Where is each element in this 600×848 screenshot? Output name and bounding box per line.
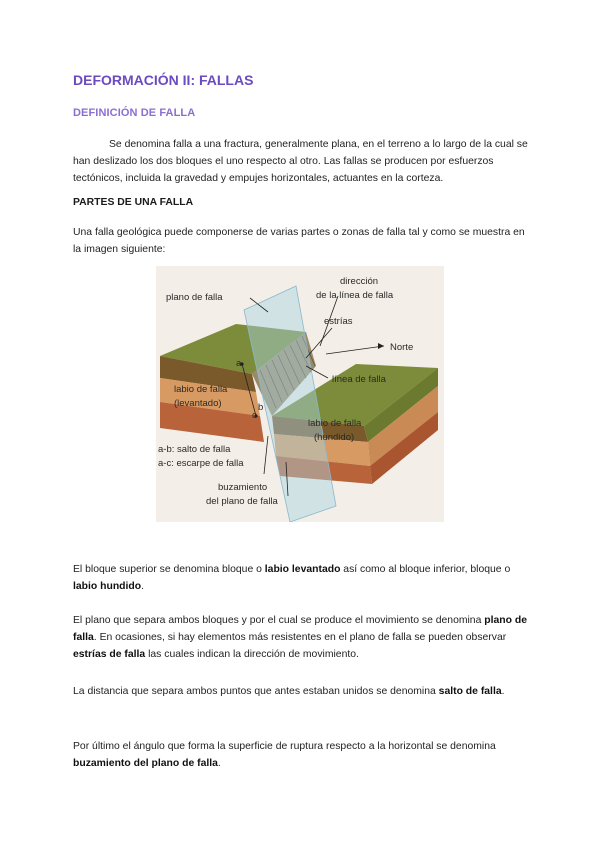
label-point-c: c xyxy=(252,410,257,421)
text-run: Por último el ángulo que forma la superficie de ruptura respecto a la horizontal se denomina xyxy=(73,741,496,752)
label-levantado-1: labio de falla xyxy=(174,384,228,395)
label-direccion-1: dirección xyxy=(340,276,379,287)
paragraph-labios xyxy=(73,561,529,595)
parts-intro-paragraph: Una falla geológica puede componerse de varias partes o zonas de falla tal y como se muestra en la imagen siguiente: xyxy=(73,227,525,255)
section-heading: DEFINICIÓN DE FALLA xyxy=(73,107,196,119)
fault-diagram xyxy=(156,266,444,522)
north-arrow-head xyxy=(378,343,384,349)
text-run: La distancia que separa ambos puntos que antes estaban unidos se denomina xyxy=(73,686,439,697)
text-run: . xyxy=(141,581,144,592)
label-hundido-1: labio de falla xyxy=(308,418,362,429)
fault-diagram-svg xyxy=(156,266,444,522)
label-salto: a-b: salto de falla xyxy=(158,444,231,455)
term-plano-de-falla: plano de falla xyxy=(73,615,527,643)
definition-paragraph: Se denomina falla a una fractura, generalmente plana, en el terreno a lo largo de la cual se han deslizado los dos bloques el uno respecto al otro. Las fallas se producen por esfuerzos tectónicos, incluida la gravedad y empujes horizontales, actuantes en la corteza. xyxy=(73,139,528,184)
paragraph-salto xyxy=(73,683,529,700)
label-levantado-2: (levantado) xyxy=(174,398,222,409)
label-point-a: a xyxy=(236,358,242,369)
paragraph-buzamiento xyxy=(73,738,529,772)
label-point-b: b xyxy=(258,402,264,413)
parts-heading: PARTES DE UNA FALLA xyxy=(73,197,194,208)
term-salto-de-falla: salto de falla xyxy=(438,686,502,697)
page-title: DEFORMACIÓN II: FALLAS xyxy=(73,72,254,88)
text-run: El bloque superior se denomina bloque o xyxy=(73,564,265,575)
term-estrias-de-falla: estrías de falla xyxy=(73,649,146,660)
paragraph-plano xyxy=(73,612,529,663)
label-buzamiento-1: buzamiento xyxy=(218,482,268,493)
label-plano-de-falla: plano de falla xyxy=(166,292,223,303)
term-buzamiento: buzamiento del plano de falla xyxy=(73,758,218,769)
term-labio-levantado: labio levantado xyxy=(264,564,341,575)
term-labio-hundido: labio hundido xyxy=(73,581,142,592)
text-run: El plano que separa ambos bloques y por el cual se produce el movimiento se denomina xyxy=(73,615,485,626)
label-direccion-2: de la línea de falla xyxy=(316,290,394,301)
label-buzamiento-2: del plano de falla xyxy=(206,496,278,507)
label-escarpe: a-c: escarpe de falla xyxy=(158,458,244,469)
label-norte: Norte xyxy=(390,342,414,353)
text-run: . xyxy=(217,758,221,769)
text-run: las cuales indican la dirección de movimiento. xyxy=(145,649,359,660)
label-estrias: estrías xyxy=(324,316,353,327)
text-run: . En ocasiones, si hay elementos más resistentes en el plano de falla se pueden observar xyxy=(93,632,507,643)
text-run: . xyxy=(501,686,505,697)
label-linea-de-falla: línea de falla xyxy=(332,374,386,385)
label-hundido-2: (hundido) xyxy=(314,432,355,443)
text-run: así como al bloque inferior, bloque o xyxy=(340,564,511,575)
